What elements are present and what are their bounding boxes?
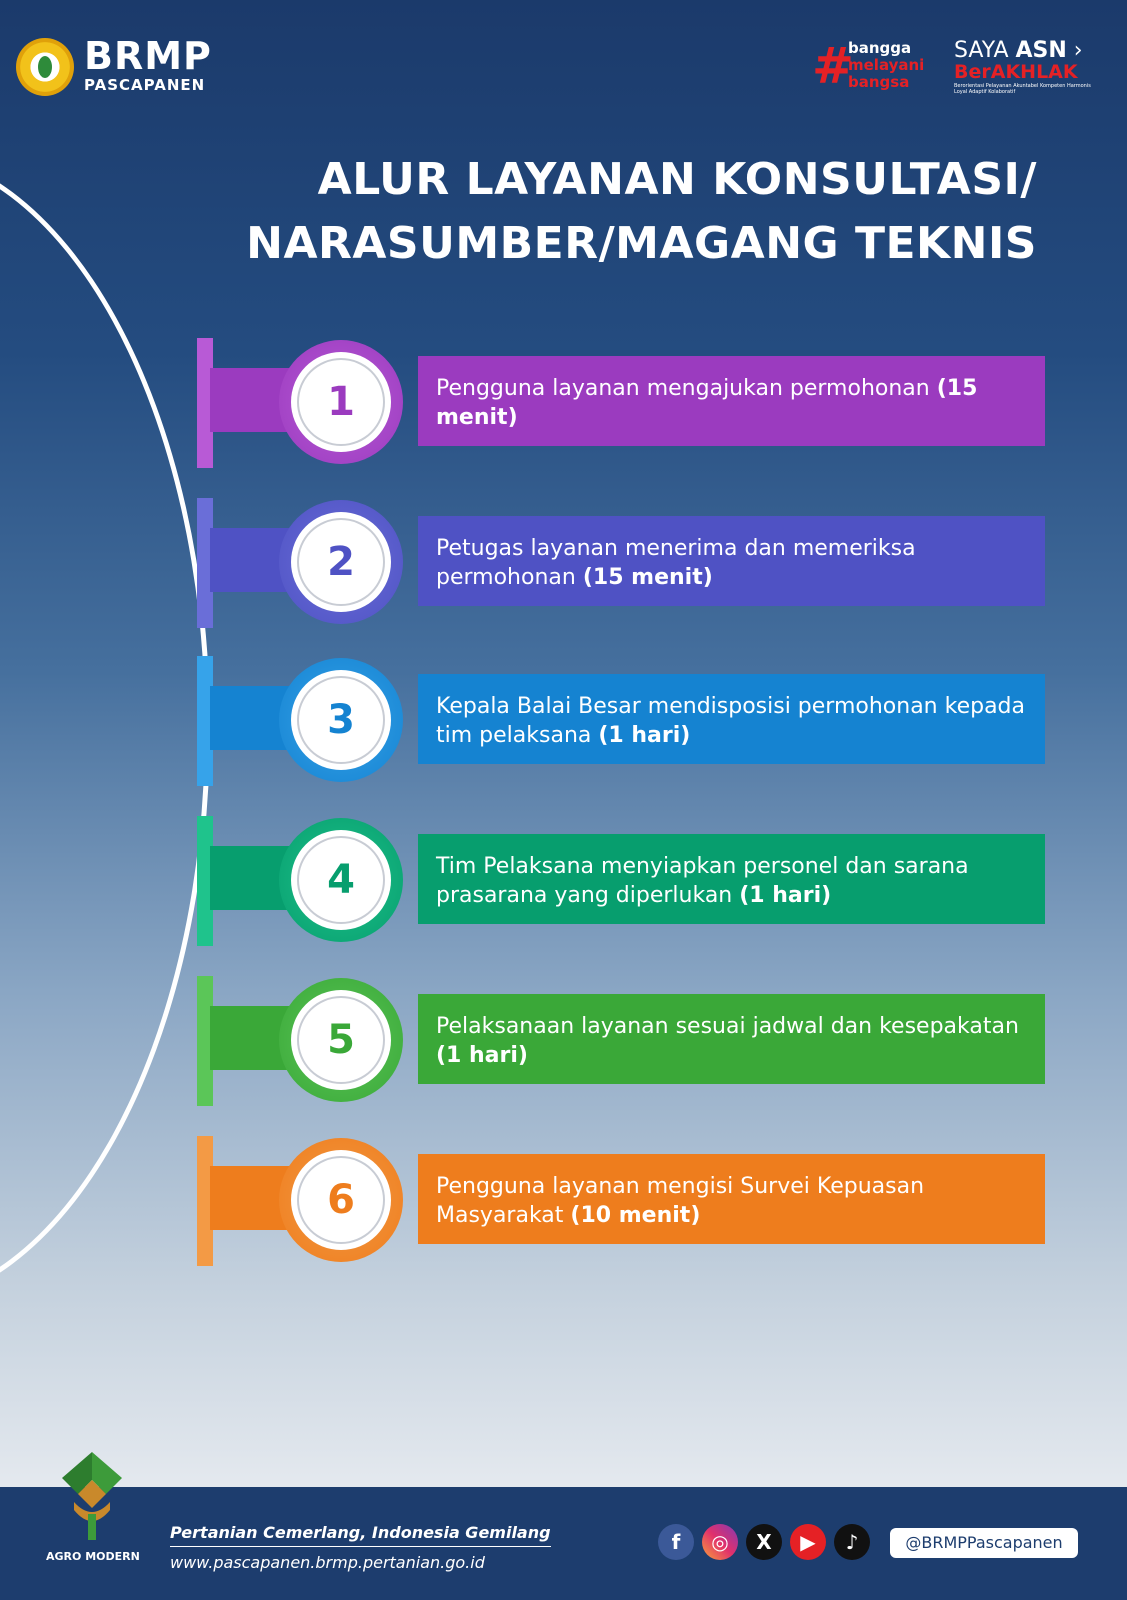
step-number: 1	[327, 379, 355, 425]
website-link[interactable]: www.pascapanen.brmp.pertanian.go.id	[170, 1553, 485, 1572]
step-description: Pengguna layanan mengajukan permohonan	[436, 376, 930, 401]
step-duration: (1 hari)	[436, 1043, 528, 1068]
footer-tagline: Pertanian Cemerlang, Indonesia Gemilang	[170, 1523, 551, 1547]
berakhlak-tagline: Berorientasi Pelayanan Akuntabel Kompeten Harmonis Loyal Adaptif Kolaboratif	[954, 83, 1091, 95]
saya-asn-text	[954, 38, 1104, 63]
header	[0, 0, 1127, 120]
social-handle: @BRMPPascapanen	[890, 1528, 1078, 1558]
step-description-box	[418, 834, 1045, 924]
instagram-icon[interactable]: ◎	[702, 1524, 738, 1560]
step-description: Pelaksanaan layanan sesuai jadwal dan kesepakatan	[436, 1014, 1019, 1039]
step-item	[0, 498, 1127, 628]
bangga-word: bangga	[848, 39, 912, 57]
bangsa-word: bangsa	[848, 73, 910, 91]
step-duration: (1 hari)	[598, 723, 691, 748]
chevron-right-icon: ›	[1073, 38, 1083, 63]
agro-modern-logo	[38, 1448, 148, 1568]
step-duration: (15 menit)	[436, 376, 978, 430]
hash-mark: #	[812, 37, 854, 95]
step-number: 2	[327, 539, 355, 585]
step-number: 4	[327, 857, 355, 903]
step-number-badge	[279, 340, 403, 464]
step-number: 5	[327, 1017, 355, 1063]
saya-word: SAYA	[954, 38, 1009, 63]
saya-asn-berakhlak-logo	[954, 38, 1104, 95]
step-duration: (1 hari)	[739, 883, 832, 908]
step-number-badge	[279, 818, 403, 942]
step-description-box	[418, 1154, 1045, 1244]
step-number: 3	[327, 697, 355, 743]
youtube-icon[interactable]: ▶	[790, 1524, 826, 1560]
brmp-emblem-icon	[16, 38, 74, 96]
step-description-box	[418, 356, 1045, 446]
step-number-badge	[279, 1138, 403, 1262]
berakhlak-word: BerAKHLAK	[954, 61, 1078, 83]
step-duration: (10 menit)	[570, 1203, 701, 1228]
step-description: Petugas layanan menerima dan memeriksa permohonan	[436, 536, 916, 590]
agro-modern-label: AGRO MODERN	[46, 1550, 140, 1563]
step-duration: (15 menit)	[582, 565, 713, 590]
brand-subtitle: PASCAPANEN	[84, 76, 206, 94]
agro-modern-icon	[52, 1448, 132, 1540]
page-title	[217, 148, 1037, 276]
bangga-melayani-bangsa-logo	[812, 38, 932, 96]
step-description: Pengguna layanan mengisi Survei Kepuasan Masyarakat	[436, 1174, 925, 1228]
step-description: Kepala Balai Besar mendisposisi permohonan kepada tim pelaksana	[436, 694, 1025, 748]
step-item	[0, 338, 1127, 468]
step-description-box	[418, 994, 1045, 1084]
brand-name: BRMP	[84, 34, 212, 78]
step-number-badge	[279, 658, 403, 782]
step-number: 6	[327, 1177, 355, 1223]
step-description: Tim Pelaksana menyiapkan personel dan sarana prasarana yang diperlukan	[436, 854, 969, 908]
tiktok-icon[interactable]: ♪	[834, 1524, 870, 1560]
step-item	[0, 816, 1127, 946]
facebook-icon[interactable]: f	[658, 1524, 694, 1560]
title-line-1: ALUR LAYANAN KONSULTASI/	[317, 154, 1037, 205]
melayani-word: melayani	[848, 56, 925, 74]
title-line-2: NARASUMBER/MAGANG TEKNIS	[246, 218, 1037, 269]
step-description-box	[418, 674, 1045, 764]
step-number-badge	[279, 978, 403, 1102]
x-icon[interactable]: X	[746, 1524, 782, 1560]
step-description-box	[418, 516, 1045, 606]
step-item	[0, 1136, 1127, 1266]
asn-word: ASN	[1015, 38, 1067, 63]
step-item	[0, 656, 1127, 786]
step-number-badge	[279, 500, 403, 624]
step-item	[0, 976, 1127, 1106]
